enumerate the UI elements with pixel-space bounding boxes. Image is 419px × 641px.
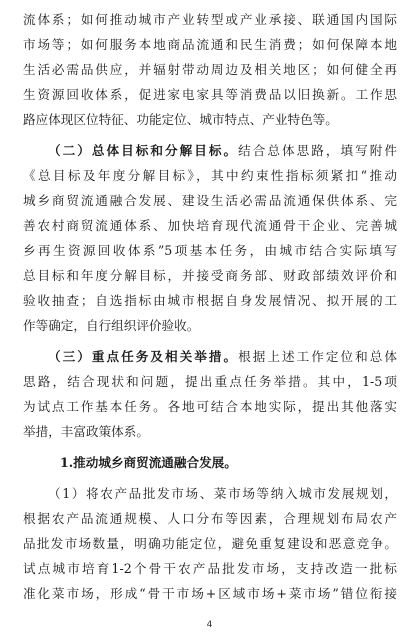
paragraph-1-line-5: 路应体现区位特征、功能定位、城市特点、产业特色等。	[23, 112, 338, 127]
paragraph-1-line-3: 生活必需品供应，并辐射带动周边及相关地区；如何健全再	[23, 62, 397, 77]
paragraph-1-line-1: 流体系；如何推动城市产业转型或产业承接、联通国内国际	[23, 12, 397, 27]
paragraph-3-line-2: 思路，结合现状和问题，提出重点任务举措。其中，1-5项	[23, 374, 397, 389]
paragraph-3-first-line	[48, 346, 397, 368]
section-2-heading: （二）总体目标和分解目标。	[48, 143, 239, 158]
paragraph-3-line-4: 举措，丰富政策体系。	[23, 424, 149, 439]
paragraph-2-line-7: 验收抽查；自选指标由城市根据自身发展情况、拟开展的工	[23, 293, 397, 308]
subsection-1-heading: 1.推动城乡商贸流通融合发展。	[60, 455, 237, 470]
paragraph-2-first-rest: 结合总体思路，填写附件	[238, 143, 397, 158]
section-3-heading: （三）重点任务及相关举措。	[48, 349, 239, 364]
paragraph-2-line-8: 作等确定，自行组织评价验收。	[23, 318, 200, 333]
page-number: 4	[206, 620, 213, 630]
paragraph-4-line-3: 品批发市场数量，明确功能定位，避免重复建设和恶意竞争。	[23, 536, 397, 551]
paragraph-1-line-4: 生资源回收体系，促进家电家具等消费品以旧换新。工作思	[23, 87, 397, 102]
paragraph-2-line-4: 善农村商贸流通体系、加快培育现代流通骨干企业、完善城	[23, 218, 397, 233]
paragraph-2-line-2: 《总目标及年度分解目标》，其中约束性指标须紧扣“推动	[23, 168, 397, 183]
paragraph-3-line-3: 为试点工作基本任务。各地可结合本地实际，提出其他落实	[23, 399, 397, 414]
paragraph-4-line-2: 根据农产品流通规模、人口分布等因素，合理规划布局农产	[23, 511, 397, 526]
paragraph-4-line-4: 试点城市培育1-2个骨干农产品批发市场，支持改造一批标	[23, 561, 397, 576]
paragraph-4-line-5: 准化菜市场，形成“骨干市场+区域市场+菜市场”错位衔接	[23, 586, 397, 601]
paragraph-3-first-rest: 根据上述工作定位和总体	[238, 349, 397, 364]
paragraph-2-first-line	[48, 140, 397, 162]
paragraph-4-first-line: （1）将农产品批发市场、菜市场等纳入城市发展规划，	[48, 486, 397, 501]
paragraph-2-line-6: 总目标和年度分解目标，并接受商务部、财政部绩效评价和	[23, 268, 397, 283]
paragraph-1-line-2: 市场等；如何服务本地商品流通和民生消费；如何保障本地	[23, 37, 397, 52]
paragraph-2-line-3: 城乡商贸流通融合发展、建设生活必需品流通保供体系、完	[23, 193, 397, 208]
paragraph-2-line-5: 乡再生资源回收体系”5项基本任务，由城市结合实际填写	[23, 243, 397, 258]
